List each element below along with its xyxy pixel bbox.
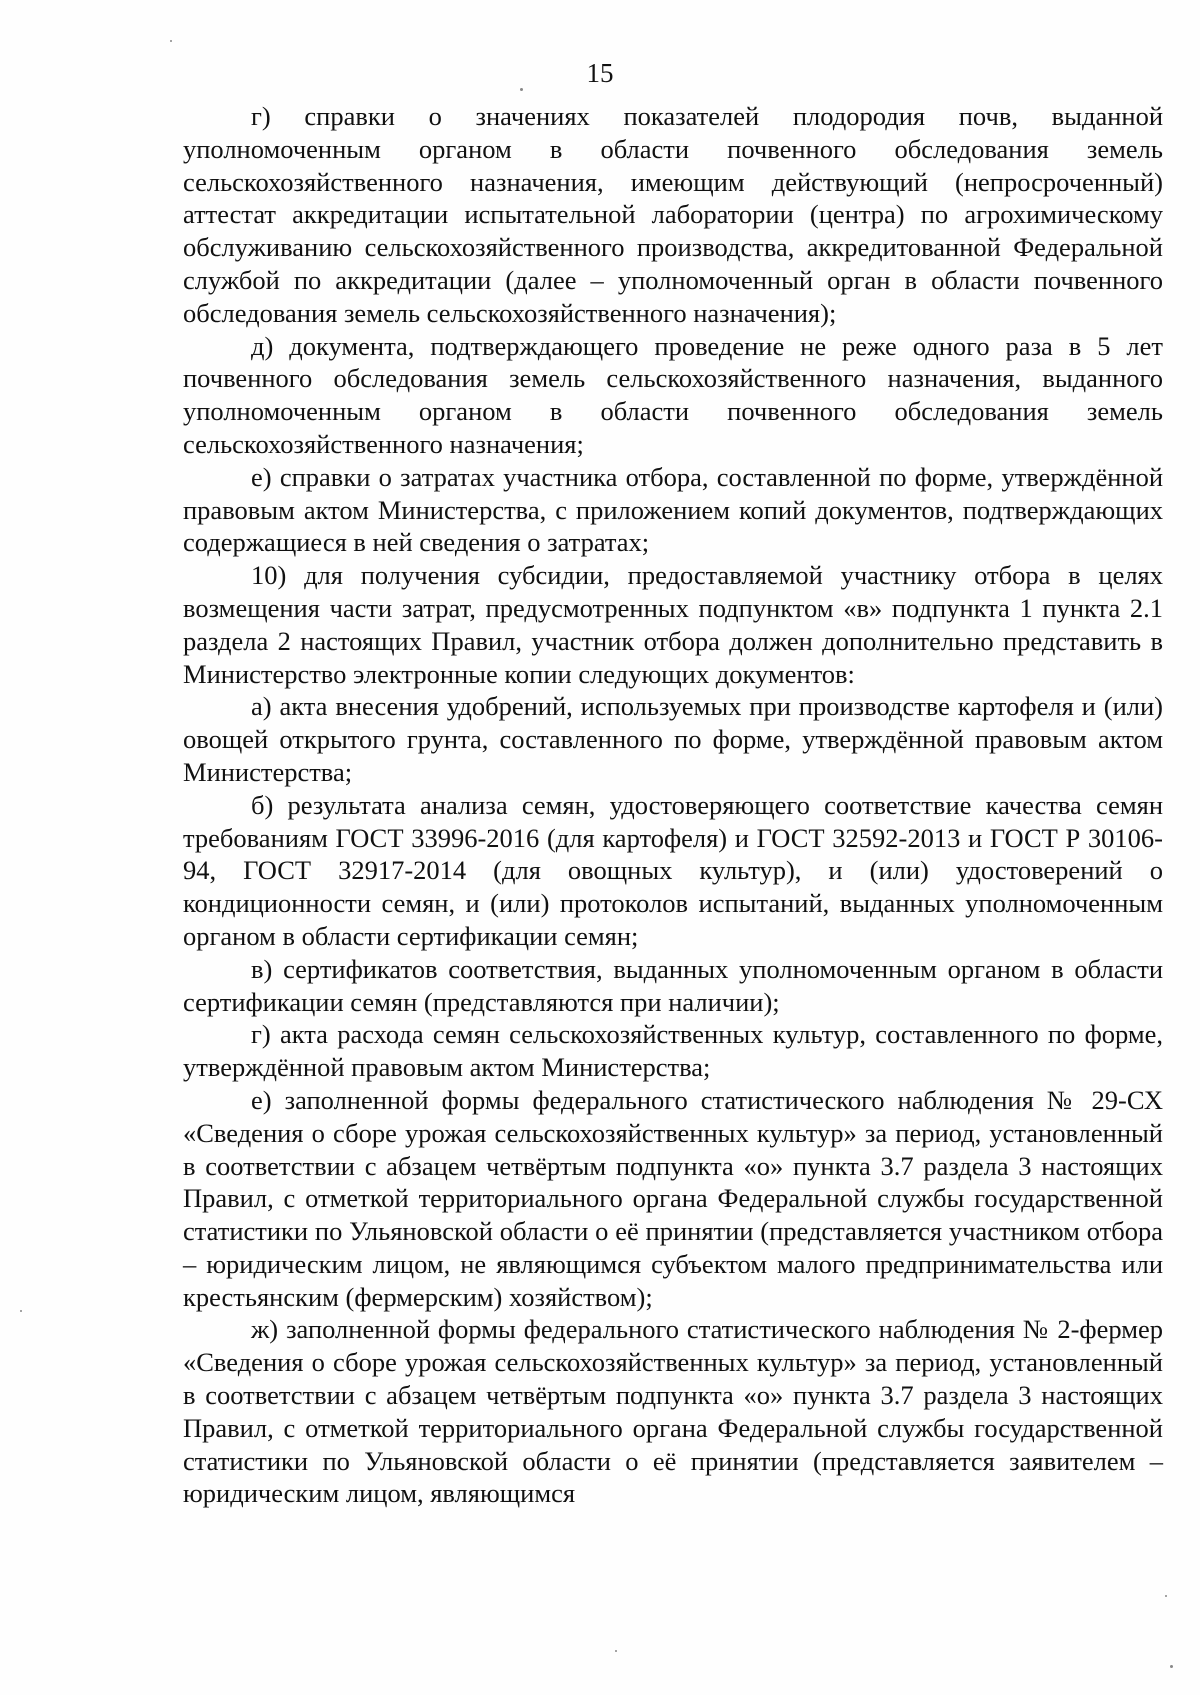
paragraph-seed-consumption-act: г) акта расхода семян сельскохозяйственных культур, составленного по форме, утверждённой правовым актом Министерства;: [183, 1019, 1163, 1083]
paragraph-soil-fertility-certificate: г) справки о значениях показателей плодородия почв, выданной уполномоченным органом в области почвенного обследования земель сельскохозяйственного назначения, имеющим действующий (непросроченный) аттестат аккредитации испытательной лаборатории (центра) по агрохимическому обслуживанию сельскохозяйственного производства, аккредитованной Федеральной службой по аккредитации (далее – уполномоченный орган в области почвенного обследования земель сельскохозяйственного назначения);: [183, 101, 1163, 328]
paragraph-fertilizer-act: а) акта внесения удобрений, используемых при производстве картофеля и (или) овощей открытого грунта, составленного по форме, утверждённой правовым актом Министерства;: [183, 691, 1163, 787]
scan-speck: [1170, 1665, 1173, 1668]
page-number: 15: [586, 58, 614, 88]
scan-speck: [615, 1650, 617, 1652]
paragraph-soil-survey-document: д) документа, подтверждающего проведение не реже одного раза в 5 лет почвенного обследования земель сельскохозяйственного назначения, выданного уполномоченным органом в области почвенного обследования земель сельскохозяйственного назначения;: [183, 330, 1163, 459]
paragraph-item-10: 10) для получения субсидии, предоставляемой участнику отбора в целях возмещения части затрат, предусмотренных подпунктом «в» подпункта 1 пункта 2.1 раздела 2 настоящих Правил, участник отбора должен дополнительно представить в Министерство электронные копии следующих документов:: [183, 560, 1163, 689]
paragraph-form-29-sh: е) заполненной формы федерального статистического наблюдения № 29-СХ «Сведения о сборе урожая сельскохозяйственных культур» за период, установленный в соответствии с абзацем четвёртым подпункта «о» пункта 3.7 раздела 3 настоящих Правил, с отметкой территориального органа Федеральной службы государственной статистики по Ульяновской области о её принятии (представляется участником отбора – юридическим лицом, не являющимся субъектом малого предпринимательства или крестьянским (фермерским) хозяйством);: [183, 1084, 1163, 1312]
document-body: [183, 100, 1163, 1510]
scan-speck: [520, 88, 523, 91]
paragraph-seed-analysis: б) результата анализа семян, удостоверяющего соответствие качества семян требованиям ГОСТ 33996-2016 (для картофеля) и ГОСТ 32592-2013 и ГОСТ Р 30106-94, ГОСТ 32917-2014 (для овощных культур), и (или) удостоверений о кондиционности семян, и (или) протоколов испытаний, выданных уполномоченным органом в области сертификации семян;: [183, 789, 1163, 951]
scan-speck: [170, 40, 172, 42]
scan-speck: [20, 1310, 22, 1312]
paragraph-conformity-certificates: в) сертификатов соответствия, выданных уполномоченным органом в области сертификации семян (представляются при наличии);: [183, 953, 1163, 1017]
paragraph-costs-certificate: е) справки о затратах участника отбора, составленной по форме, утверждённой правовым актом Министерства, с приложением копий документов, подтверждающих содержащиеся в ней сведения о затратах;: [183, 461, 1163, 558]
paragraph-form-2-farmer: ж) заполненной формы федерального статистического наблюдения № 2-фермер «Сведения о сборе урожая сельскохозяйственных культур» за период, установленный в соответствии с абзацем четвёртым подпункта «о» пункта 3.7 раздела 3 настоящих Правил, с отметкой территориального органа Федеральной службы государственной статистики по Ульяновской области о её принятии (представляется заявителем – юридическим лицом, являющимся: [183, 1314, 1163, 1509]
scan-speck: [1165, 1595, 1167, 1597]
